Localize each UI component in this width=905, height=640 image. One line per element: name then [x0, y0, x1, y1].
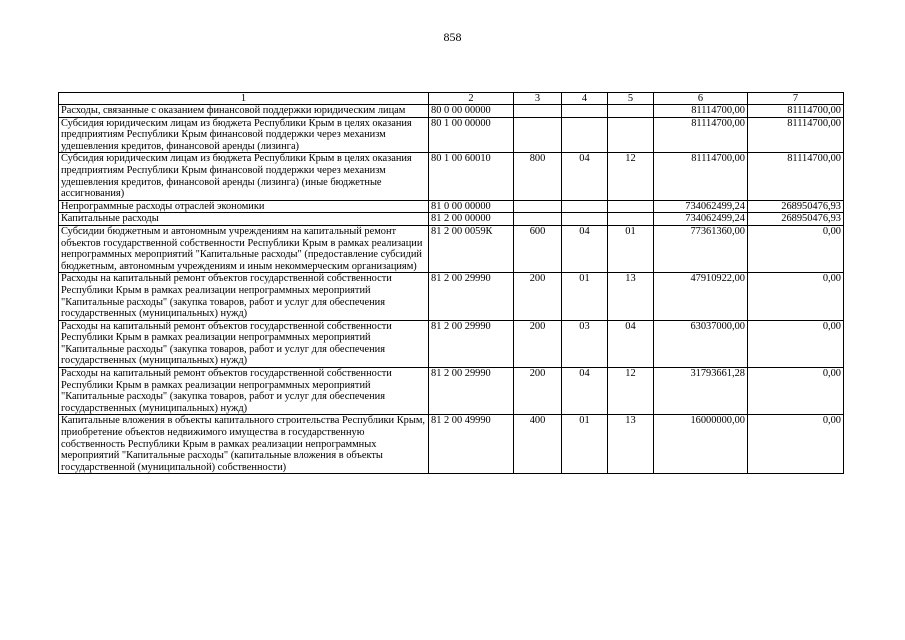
row-section: 03	[562, 320, 608, 367]
row-amount-1: 31793661,28	[654, 368, 748, 415]
row-name: Расходы, связанные с оказанием финансовой поддержки юридическим лицам	[59, 105, 429, 118]
column-header-3: 3	[514, 93, 562, 105]
table-row	[59, 105, 844, 118]
column-header-1: 1	[59, 93, 429, 105]
row-amount-2: 0,00	[748, 415, 844, 474]
row-section	[562, 213, 608, 226]
row-amount-2: 81114700,00	[748, 153, 844, 200]
column-header-6: 6	[654, 93, 748, 105]
row-amount-1: 734062499,24	[654, 213, 748, 226]
row-name: Субсидия юридическим лицам из бюджета Республики Крым в целях оказания предприятиям Республики Крым финансовой поддержки через механизм удешевления кредитов, финансовой аренды (лизинга) (иные бюджетные ассигнования)	[59, 153, 429, 200]
row-amount-2: 0,00	[748, 273, 844, 320]
row-code: 80 1 00 00000	[429, 117, 514, 153]
row-amount-2: 81114700,00	[748, 105, 844, 118]
row-amount-1: 63037000,00	[654, 320, 748, 367]
row-section: 04	[562, 225, 608, 272]
row-code: 81 2 00 29990	[429, 368, 514, 415]
row-amount-2: 268950476,93	[748, 200, 844, 213]
column-header-5: 5	[608, 93, 654, 105]
table-row	[59, 415, 844, 474]
row-expense-type: 600	[514, 225, 562, 272]
row-section	[562, 117, 608, 153]
row-code: 81 2 00 49990	[429, 415, 514, 474]
row-section	[562, 105, 608, 118]
table-body	[59, 105, 844, 474]
row-expense-type	[514, 105, 562, 118]
table-row	[59, 117, 844, 153]
row-expense-type: 200	[514, 273, 562, 320]
row-name: Расходы на капитальный ремонт объектов государственной собственности Республики Крым в рамках реализации непрограммных мероприятий "Капитальные расходы" (закупка товаров, работ и услуг для обеспечения государственных (муниципальных) нужд)	[59, 368, 429, 415]
row-subsection: 04	[608, 320, 654, 367]
row-code: 81 0 00 00000	[429, 200, 514, 213]
row-amount-1: 81114700,00	[654, 105, 748, 118]
row-code: 81 2 00 0059К	[429, 225, 514, 272]
row-subsection: 12	[608, 368, 654, 415]
row-amount-1: 77361360,00	[654, 225, 748, 272]
row-subsection	[608, 117, 654, 153]
table-row	[59, 213, 844, 226]
row-amount-2: 81114700,00	[748, 117, 844, 153]
table-row	[59, 273, 844, 320]
row-amount-2: 0,00	[748, 368, 844, 415]
table-row	[59, 225, 844, 272]
row-amount-1: 81114700,00	[654, 153, 748, 200]
row-section	[562, 200, 608, 213]
row-amount-2: 268950476,93	[748, 213, 844, 226]
row-expense-type	[514, 213, 562, 226]
table-row	[59, 320, 844, 367]
row-code: 80 0 00 00000	[429, 105, 514, 118]
row-name: Расходы на капитальный ремонт объектов государственной собственности Республики Крым в рамках реализации непрограммных мероприятий "Капитальные расходы" (закупка товаров, работ и услуг для обеспечения государственных (муниципальных) нужд)	[59, 273, 429, 320]
table-row	[59, 200, 844, 213]
row-subsection	[608, 213, 654, 226]
row-name: Расходы на капитальный ремонт объектов государственной собственности Республики Крым в рамках реализации непрограммных мероприятий "Капитальные расходы" (закупка товаров, работ и услуг для обеспечения государственных (муниципальных) нужд)	[59, 320, 429, 367]
row-expense-type: 200	[514, 320, 562, 367]
row-expense-type: 200	[514, 368, 562, 415]
row-subsection: 13	[608, 273, 654, 320]
table-row	[59, 153, 844, 200]
row-expense-type	[514, 200, 562, 213]
row-amount-2: 0,00	[748, 320, 844, 367]
row-amount-1: 734062499,24	[654, 200, 748, 213]
row-name: Субсидии бюджетным и автономным учреждениям на капитальный ремонт объектов государственной собственности Республики Крым в рамках реализации непрограммных мероприятий "Капитальные расходы" (предоставление субсидий бюджетным, автономным учреждениям и иным некоммерческим организациям)	[59, 225, 429, 272]
row-name: Капитальные расходы	[59, 213, 429, 226]
row-expense-type: 800	[514, 153, 562, 200]
table-row	[59, 368, 844, 415]
row-subsection	[608, 200, 654, 213]
row-section: 04	[562, 368, 608, 415]
row-expense-type: 400	[514, 415, 562, 474]
row-section: 04	[562, 153, 608, 200]
row-section: 01	[562, 273, 608, 320]
row-amount-1: 16000000,00	[654, 415, 748, 474]
page-number: 858	[443, 30, 462, 44]
row-code: 81 2 00 00000	[429, 213, 514, 226]
column-header-7: 7	[748, 93, 844, 105]
row-name: Субсидия юридическим лицам из бюджета Республики Крым в целях оказания предприятиям Республики Крым финансовой поддержки через механизм удешевления кредитов, финансовой аренды (лизинга)	[59, 117, 429, 153]
column-header-4: 4	[562, 93, 608, 105]
row-subsection: 01	[608, 225, 654, 272]
row-amount-1: 47910922,00	[654, 273, 748, 320]
row-amount-1: 81114700,00	[654, 117, 748, 153]
row-name: Непрограммные расходы отраслей экономики	[59, 200, 429, 213]
row-amount-2: 0,00	[748, 225, 844, 272]
table-header-row	[59, 93, 844, 105]
budget-table	[58, 92, 844, 474]
row-subsection: 13	[608, 415, 654, 474]
row-section: 01	[562, 415, 608, 474]
row-code: 80 1 00 60010	[429, 153, 514, 200]
column-header-2: 2	[429, 93, 514, 105]
row-subsection: 12	[608, 153, 654, 200]
row-code: 81 2 00 29990	[429, 273, 514, 320]
row-code: 81 2 00 29990	[429, 320, 514, 367]
row-subsection	[608, 105, 654, 118]
row-expense-type	[514, 117, 562, 153]
row-name: Капитальные вложения в объекты капитального строительства Республики Крым, приобретение объектов недвижимого имущества в государственную собственность Республики Крым в рамках реализации непрограммных мероприятий "Капитальные расходы" (капитальные вложения в объекты государственной (муниципальной) собственности)	[59, 415, 429, 474]
